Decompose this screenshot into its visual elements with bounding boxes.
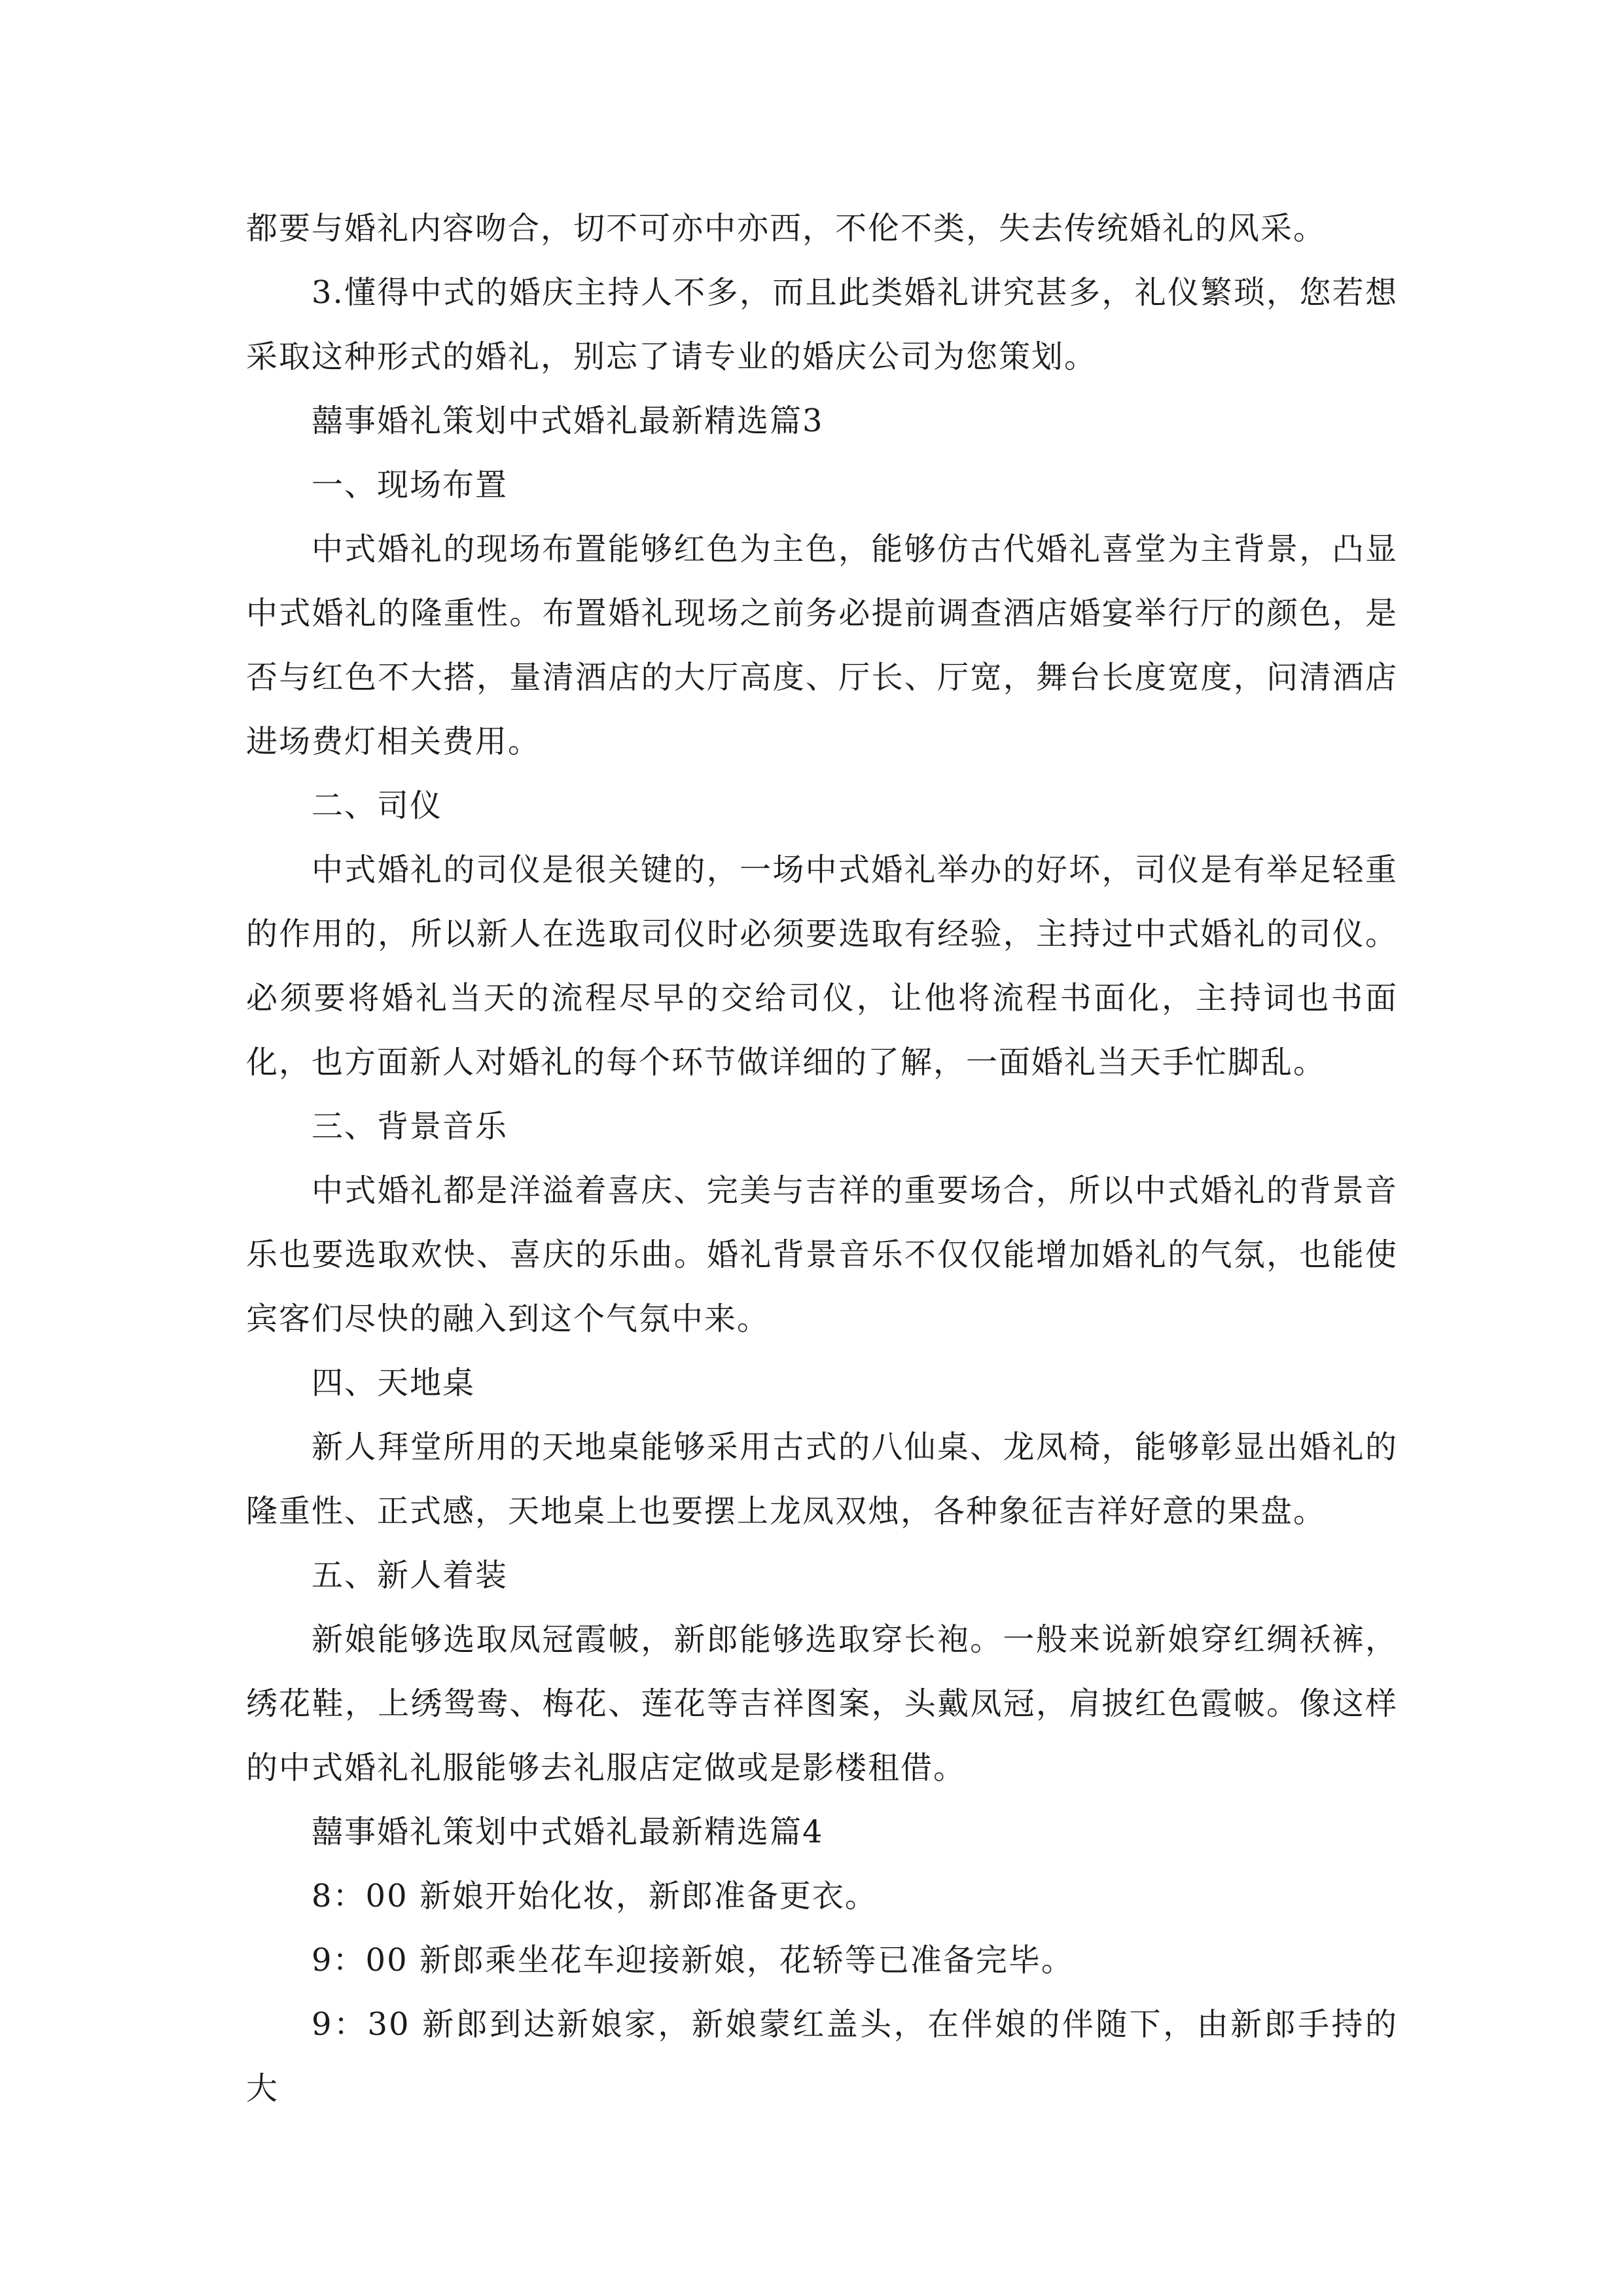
heading-venue-decoration: 一、现场布置 [312, 467, 508, 503]
schedule-item-0800: 8：00 新娘开始化妆，新郎准备更衣。 [312, 1878, 878, 1914]
paragraph-1: 都要与婚礼内容吻合，切不可亦中亦西，不伦不类，失去传统婚礼的风采。 [246, 210, 1327, 247]
paragraph-emcee: 中式婚礼的司仪是很关键的，一场中式婚礼举办的好坏，司仪是有举足轻重的作用的，所以新人在选取司仪时必须要选取有经验，主持过中式婚礼的司仪。必须要将婚礼当天的流程尽早的交给司仪，让他将流程书面化，主持词也书面化，也方面新人对婚礼的每个环节做详细的了解，一面婚礼当天手忙脚乱。 [246, 852, 1398, 1081]
schedule-item-0930: 9：30 新郎到达新娘家，新娘蒙红盖头，在伴娘的伴随下，由新郎手持的大 [246, 2006, 1398, 2107]
paragraph-2: 3.懂得中式的婚庆主持人不多，而且此类婚礼讲究甚多，礼仪繁琐，您若想采取这种形式的婚礼，别忘了请专业的婚庆公司为您策划。 [246, 274, 1398, 375]
heading-couple-attire: 五、新人着装 [312, 1557, 508, 1594]
paragraph-background-music: 中式婚礼都是洋溢着喜庆、完美与吉祥的重要场合，所以中式婚礼的背景音乐也要选取欢快、喜庆的乐曲。婚礼背景音乐不仅仅能增加婚礼的气氛，也能使宾客们尽快的融入到这个气氛中来。 [246, 1172, 1398, 1337]
paragraph-heaven-earth-table: 新人拜堂所用的天地桌能够采用古式的八仙桌、龙凤椅，能够彰显出婚礼的隆重性、正式感，天地桌上也要摆上龙凤双烛，各种象征吉祥好意的果盘。 [246, 1429, 1398, 1530]
heading-background-music: 三、背景音乐 [312, 1108, 508, 1145]
paragraph-venue-decoration: 中式婚礼的现场布置能够红色为主色，能够仿古代婚礼喜堂为主背景，凸显中式婚礼的隆重性。布置婚礼现场之前务必提前调查酒店婚宴举行厅的颜色，是否与红色不大搭，量清酒店的大厅高度、厅长、厅宽，舞台长度宽度，问清酒店进场费灯相关费用。 [246, 531, 1398, 760]
heading-emcee: 二、司仪 [312, 787, 443, 824]
paragraph-couple-attire: 新娘能够选取凤冠霞帔，新郎能够选取穿长袍。一般来说新娘穿红绸袄裤，绣花鞋，上绣鸳鸯、梅花、莲花等吉祥图案，头戴凤冠，肩披红色霞帔。像这样的中式婚礼礼服能够去礼服店定做或是影楼租借。 [246, 1621, 1398, 1786]
document-page [246, 196, 1398, 2121]
section-heading-piece-3: 囍事婚礼策划中式婚礼最新精选篇3 [312, 403, 824, 439]
heading-heaven-earth-table: 四、天地桌 [312, 1365, 476, 1401]
section-heading-piece-4: 囍事婚礼策划中式婚礼最新精选篇4 [312, 1814, 824, 1850]
schedule-item-0900: 9：00 新郎乘坐花车迎接新娘，花轿等已准备完毕。 [312, 1942, 1074, 1979]
